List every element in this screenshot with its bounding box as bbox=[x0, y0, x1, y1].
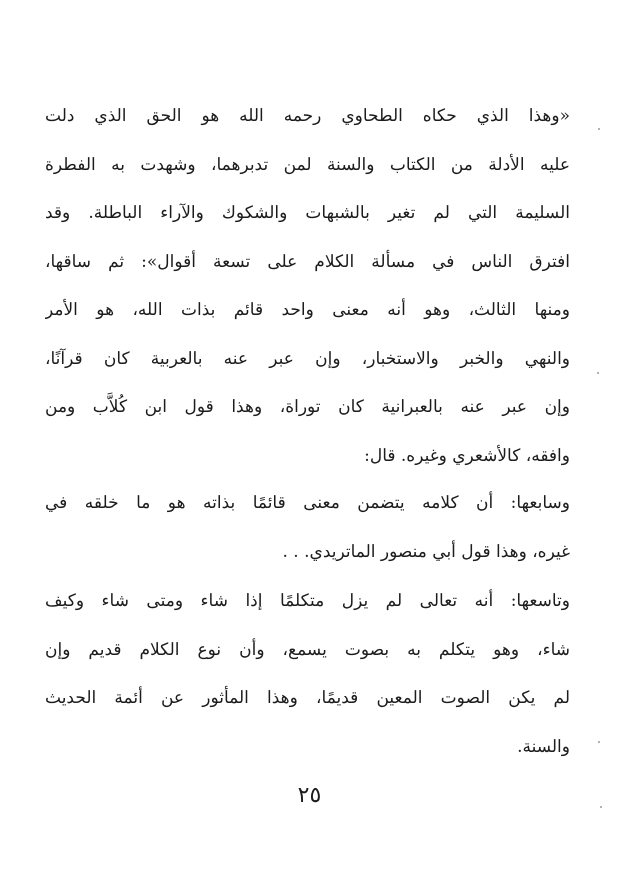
text-line: شاء، وهو يتكلم به بصوت يسمع، وأن نوع الكلام قديم وإن bbox=[45, 639, 570, 660]
scan-speck bbox=[597, 372, 599, 374]
paragraph-1 bbox=[45, 92, 570, 480]
text-line: لم يكن الصوت المعين قديمًا، وهذا المأثور عن أئمة الحديث bbox=[45, 688, 570, 708]
scan-speck bbox=[600, 806, 602, 808]
text-line: وإن عبر عنه بالعبرانية كان توراة، وهذا قول ابن كُلاَّب ومن bbox=[45, 397, 570, 417]
paragraph-2 bbox=[45, 479, 570, 576]
scan-speck bbox=[598, 741, 600, 743]
text-line: والسنة. bbox=[517, 736, 570, 757]
text-line: «وهذا الذي حكاه الطحاوي رحمه الله هو الحق الذي دلت bbox=[45, 106, 570, 126]
text-line: والنهي والخبر والاستخبار، وإن عبر عنه بالعربية كان قرآنًا، bbox=[45, 348, 570, 369]
text-line: عليه الأدلة من الكتاب والسنة لمن تدبرهما، وشهدت به الفطرة bbox=[45, 154, 570, 175]
text-line: السليمة التي لم تغير بالشبهات والشكوك والآراء الباطلة. وقد bbox=[45, 203, 570, 223]
text-line: وسابعها: أن كلامه يتضمن معنى قائمًا بذاته هو ما خلقه في bbox=[45, 493, 570, 513]
paragraph-3 bbox=[45, 577, 570, 771]
page-number: ٢٥ bbox=[297, 783, 322, 808]
text-line: افترق الناس في مسألة الكلام على تسعة أقوال»: ثم ساقها، bbox=[45, 251, 570, 272]
text-line: وتاسعها: أنه تعالى لم يزل متكلمًا إذا شاء ومتى شاء وكيف bbox=[45, 591, 570, 611]
text-line: وافقه، كالأشعري وغيره. قال: bbox=[364, 445, 570, 466]
scan-speck bbox=[598, 128, 600, 130]
text-line: غيره، وهذا قول أبي منصور الماتريدي. . . bbox=[282, 541, 570, 562]
text-line: ومنها الثالث، وهو أنه معنى واحد قائم بذات الله، هو الأمر bbox=[45, 300, 570, 320]
